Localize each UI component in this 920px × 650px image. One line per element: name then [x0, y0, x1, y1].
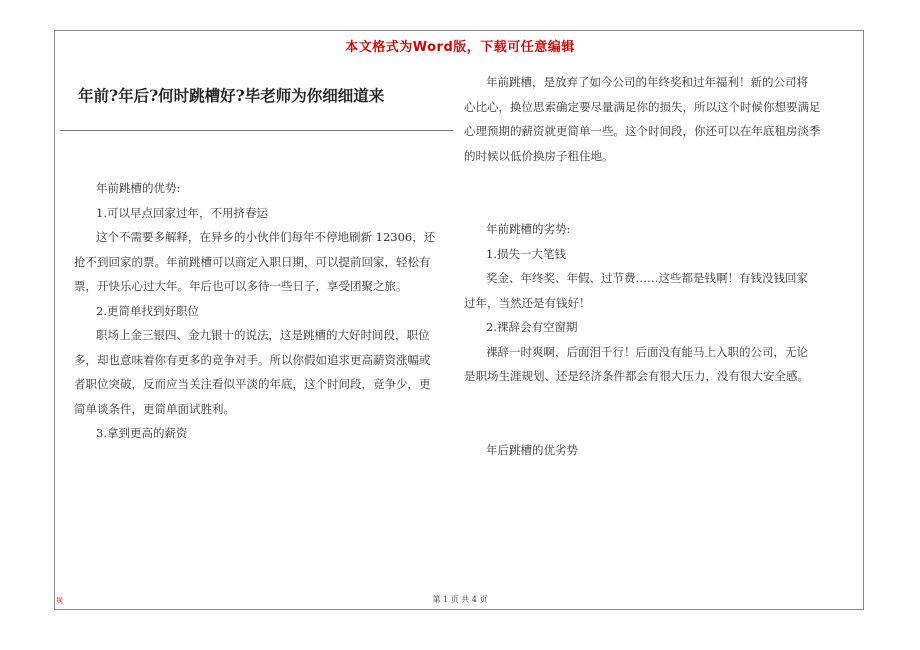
- paragraph-line: 年前跳槽的劣势:: [486, 222, 571, 236]
- paragraph-line: [486, 413, 860, 438]
- paragraph-line: 票，开快乐心过大年。年后也可以多待一些日子，享受团聚之旅。: [74, 279, 408, 293]
- paragraph-line: 是职场生涯规划、还是经济条件都会有很大压力，没有很大安全感。: [464, 369, 809, 383]
- article-title: 年前?年后?何时跳槽好?毕老师为你细细道来: [78, 86, 385, 105]
- right-text-column: [464, 70, 860, 462]
- paragraph-line: 心比心，换位思索确定要尽量满足你的损失，所以这个时候你想要满足: [464, 99, 821, 114]
- paragraph-line: 过年，当然还是有钱好！: [464, 295, 591, 310]
- paragraph-line: 2.更简单找到好职位: [96, 303, 199, 318]
- corner-mark: 规: [56, 597, 63, 605]
- paragraph-line: 裸辞一时爽啊，后面泪千行！后面没有能马上入职的公司，无论: [486, 344, 808, 359]
- paragraph-line: 者职位突破，反而应当关注看似平淡的年底，这个时间段，竞争少，更: [74, 377, 431, 391]
- paragraph-line: 1.损失一大笔钱: [486, 246, 566, 261]
- paragraph-line: 奖金、年终奖、年假、过节费……这些都是钱啊！有钱没钱回家: [486, 271, 808, 285]
- paragraph-line: 年前跳槽，是放弃了如今公司的年终奖和过年福利！新的公司将: [486, 75, 808, 89]
- paragraph-line: [486, 168, 860, 193]
- paragraph-line: 这个不需要多解释，在异乡的小伙伴们每年不停地刷新 12306，还: [96, 230, 436, 244]
- paragraph-line: 1.可以早点回家过年，不用挤春运: [96, 205, 268, 220]
- paragraph-line: 3.拿到更高的薪资: [96, 426, 188, 440]
- paragraph-line: 的时候以低价换房子租住地。: [464, 148, 614, 163]
- paragraph-line: [486, 193, 860, 218]
- paragraph-line: [486, 389, 860, 414]
- paragraph-line: 简单谈条件，更简单面试胜利。: [74, 401, 235, 416]
- paragraph-line: 年后跳槽的优劣势: [486, 442, 578, 457]
- paragraph-line: 年前跳槽的优势:: [96, 181, 181, 195]
- title-divider: [60, 130, 453, 131]
- paragraph-line: 抢不到回家的票。年前跳槽可以商定入职日期，可以提前回家，轻松有: [74, 254, 431, 269]
- page-number: 第 1 页 共 4 页: [432, 595, 488, 604]
- paragraph-line: 多，却也意味着你有更多的竞争对手。所以你假如追求更高薪资涨幅或: [74, 352, 431, 367]
- paragraph-line: 心理预期的薪资就更简单一些。这个时间段，你还可以在年底租房淡季: [464, 124, 821, 138]
- paragraph-line: 2.裸辞会有空窗期: [486, 320, 578, 334]
- left-text-column: [74, 176, 454, 446]
- paragraph-line: 职场上金三银四、金九银十的说法，这是跳槽的大好时间段，职位: [96, 328, 430, 342]
- editable-notice-banner: 本文格式为Word版，下载可任意编辑: [345, 40, 575, 55]
